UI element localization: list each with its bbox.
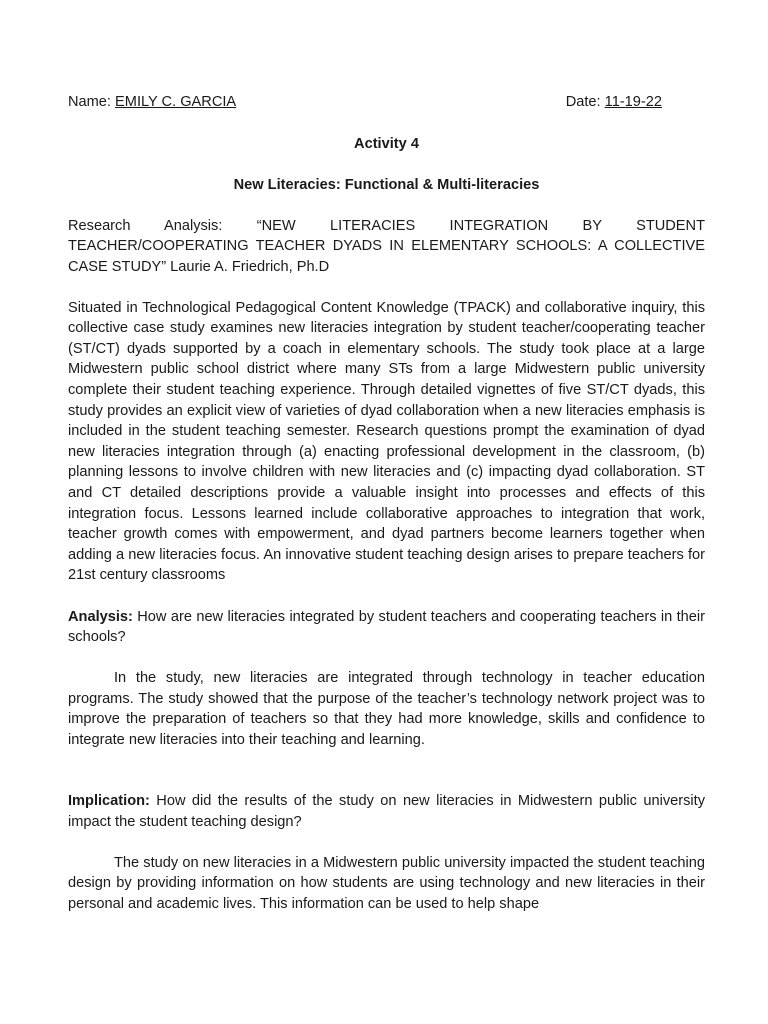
name-field (68, 92, 236, 113)
implication-question-text: How did the results of the study on new literacies in Midwestern public university impact the student teaching design? (68, 793, 705, 831)
implication-question (68, 791, 705, 832)
abstract-paragraph: Situated in Technological Pedagogical Content Knowledge (TPACK) and collaborative inquiry, this collective case study examines new literacies integration by student teacher/cooperating teacher (ST/CT) dyads supported by a coach in elementary schools. The study took place at a large Midwestern public school district where many STs from a large Midwestern public university complete their student teaching experience. Through detailed vignettes of five ST/CT dyads, this study provides an explicit view of varieties of dyad collaboration when a new literacies emphasis is included in the student teaching semester. Research questions prompt the examination of dyad new literacies integration through (a) enacting professional development in the classroom, (b) planning lessons to involve children with new literacies and (c) impacting dyad collaboration. ST and CT detailed descriptions provide a valuable insight into processes and effects of this integration focus. Lessons learned include collaborative approaches to integration that work, teacher growth comes with empowerment, and dyad partners become learners together when adding a new literacies focus. An innovative student teaching design arises to prepare teachers for 21st century classrooms (68, 299, 705, 584)
document-page (68, 92, 705, 914)
name-label: Name: (68, 94, 111, 110)
implication-label: Implication: (68, 793, 150, 810)
date-field (566, 92, 662, 113)
analysis-question-text: How are new literacies integrated by student teachers and cooperating teachers in their schools? (68, 608, 705, 646)
analysis-label: Analysis: (68, 608, 133, 625)
date-label: Date: (565, 94, 601, 110)
analysis-answer: In the study, new literacies are integrated through technology in teacher education programs. The study showed that the purpose of the teacher’s technology network project was to improve the preparation of teachers so that they had more knowledge, skills and confidence to integrate new literacies into their teaching and learning. (68, 670, 705, 748)
activity-subtitle: New Literacies: Functional & Multi-literacies (233, 177, 540, 194)
research-analysis: Research Analysis: “NEW LITERACIES INTEGRATION BY STUDENT TEACHER/COOPERATING TEACHER DYADS IN ELEMENTARY SCHOOLS: A COLLECTIVE CASE STUDY” Laurie A. Friedrich, Ph.D (68, 217, 705, 275)
analysis-question (68, 607, 705, 648)
date-value: 11-19-22 (604, 94, 662, 110)
implication-answer: The study on new literacies in a Midwestern public university impacted the student teaching design by providing information on how students are using technology and new literacies in their personal and academic lives. This information can be used to help shape (68, 854, 705, 912)
activity-title: Activity 4 (354, 135, 419, 152)
name-value: EMILY C. GARCIA (115, 94, 237, 110)
header-row (68, 92, 662, 113)
